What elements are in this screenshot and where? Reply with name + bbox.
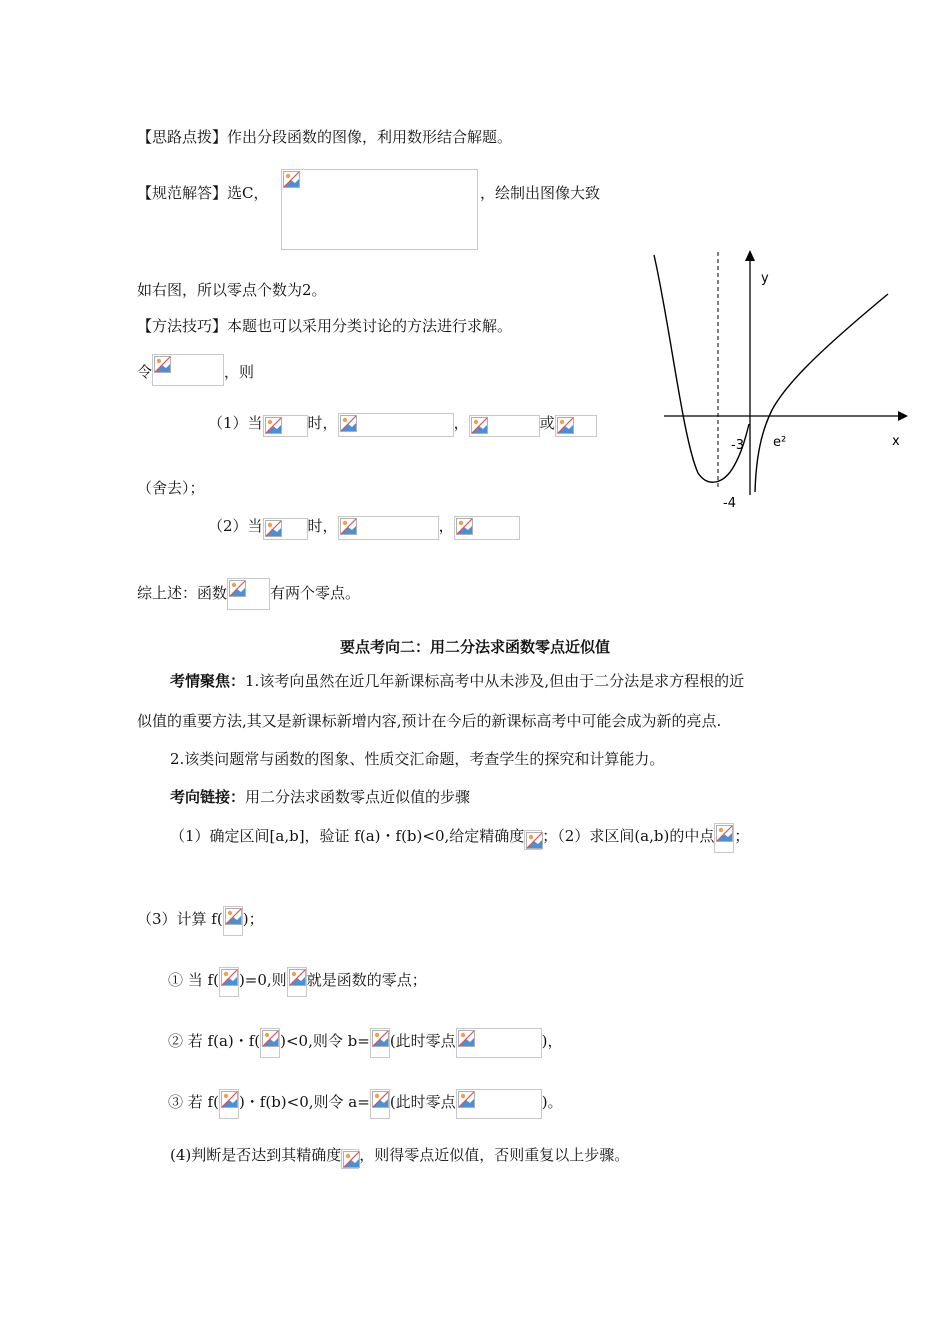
- case2-comma: ，: [438, 517, 454, 535]
- link-label: 考向链接：: [170, 788, 246, 806]
- x-axis-label: x: [892, 434, 900, 449]
- formula-image-case2-sol: [454, 516, 520, 540]
- step4-b: ，则得零点近似值，否则重复以上步骤。: [359, 1146, 630, 1164]
- link-text: 用二分法求函数零点近似值的步骤: [245, 788, 471, 806]
- answer-post: ，绘制出图像大致: [480, 184, 601, 202]
- function-graph: [648, 240, 913, 515]
- broken-image-icon: [458, 1030, 475, 1047]
- sub3-a: ③ 若 f(: [168, 1093, 219, 1111]
- sub3-c: (此时零点: [389, 1093, 456, 1111]
- broken-image-icon: [343, 1151, 360, 1168]
- let-post: ，则: [224, 363, 255, 381]
- case1-pre: （1）当: [208, 414, 263, 432]
- hint-text: 作出分段函数的图像，利用数形结合解题。: [227, 128, 513, 146]
- discard-text: （舍去）；: [137, 479, 205, 497]
- broken-image-icon: [225, 908, 242, 925]
- method-label: 【方法技巧】: [137, 317, 228, 335]
- summary-post: 有两个零点。: [270, 584, 361, 602]
- min-label: -4: [723, 496, 736, 511]
- sub1-b: )=0,则: [238, 971, 287, 989]
- broken-image-icon: [265, 520, 282, 537]
- sub3-b: )・f(b)<0,则令 a=: [238, 1093, 370, 1111]
- sub1-c: 就是函数的零点；: [306, 971, 427, 989]
- focus-line2: 似值的重要方法,其又是新课标新增内容,预计在今后的新课标高考中可能会成为新的亮点.: [137, 712, 722, 730]
- sub3-line: [168, 1089, 563, 1119]
- let-pre: 令: [137, 363, 153, 381]
- formula-image-case1-sol1: [469, 415, 540, 437]
- formula-image-x1: [370, 1089, 390, 1119]
- section-title: 要点考向二：用二分法求函数零点近似值: [339, 638, 610, 656]
- right-branch-curve: [755, 294, 888, 492]
- step1-c: ；: [734, 827, 750, 845]
- formula-image-x1: [287, 967, 307, 997]
- summary-pre: 综上述：函数: [137, 584, 228, 602]
- formula-image-epsilon: [524, 830, 542, 850]
- broken-image-icon: [526, 832, 543, 849]
- y-axis-arrow: [745, 250, 755, 261]
- broken-image-icon: [471, 417, 488, 434]
- formula-image-let: [152, 354, 224, 386]
- hint-paragraph: [137, 126, 512, 148]
- broken-image-icon: [456, 518, 473, 535]
- broken-image-icon: [229, 580, 246, 597]
- let-line: [137, 354, 254, 386]
- formula-image-zero-interval: [456, 1089, 542, 1119]
- formula-image-case1-sol2: [555, 415, 597, 437]
- formula-image-function: [227, 578, 270, 610]
- formula-image-midpoint: [714, 823, 734, 853]
- formula-image-x1: [219, 967, 239, 997]
- focus-line3: 2.该类问题常与函数的图象、性质交汇命题，考查学生的探究和计算能力。: [170, 750, 665, 768]
- broken-image-icon: [262, 1030, 279, 1047]
- case1-or: 或: [539, 414, 555, 432]
- sub1-line: [168, 967, 427, 997]
- broken-image-icon: [340, 415, 357, 432]
- step1-a: （1）确定区间[a,b]，验证 f(a)・f(b)<0,给定精确度: [170, 827, 525, 845]
- broken-image-icon: [289, 969, 306, 986]
- asymptote-label: -3: [731, 438, 744, 453]
- summary-line: [137, 578, 360, 610]
- formula-image-x1: [260, 1028, 280, 1058]
- x-axis-arrow: [898, 411, 908, 421]
- step4-a: (4)判断是否达到其精确度: [170, 1146, 342, 1164]
- case1-mid: 时，: [307, 414, 338, 432]
- formula-image-case1-eq: [338, 413, 454, 437]
- formula-image-case2-cond: [263, 518, 308, 540]
- formula-image-case2-eq: [338, 516, 439, 540]
- root-label: e²: [773, 435, 787, 450]
- formula-image-x1: [219, 1089, 239, 1119]
- broken-image-icon: [458, 1091, 475, 1108]
- case1-comma: ，: [453, 414, 469, 432]
- broken-image-icon: [340, 518, 357, 535]
- broken-image-icon: [154, 356, 171, 373]
- formula-image-case1-cond: [263, 415, 308, 437]
- method-paragraph: [137, 315, 512, 337]
- answer-label: 【规范解答】: [137, 184, 228, 202]
- hint-label: 【思路点拨】: [137, 128, 228, 146]
- broken-image-icon: [372, 1030, 389, 1047]
- sub2-line: [168, 1028, 563, 1058]
- sub2-c: (此时零点: [389, 1032, 456, 1050]
- step3-a: （3）计算 f(: [137, 910, 223, 928]
- answer-pre: 选C，: [227, 184, 269, 202]
- formula-image-x1: [223, 906, 243, 936]
- case2-line: [208, 515, 520, 540]
- broken-image-icon: [221, 969, 238, 986]
- case2-pre: （2）当: [208, 517, 263, 535]
- focus-text1: 1.该考向虽然在近几年新课标高考中从未涉及,但由于二分法是求方程根的近: [245, 672, 745, 690]
- broken-image-icon: [557, 417, 574, 434]
- method-text: 本题也可以采用分类讨论的方法进行求解。: [227, 317, 513, 335]
- broken-image-icon: [221, 1091, 238, 1108]
- link-line: [170, 786, 470, 808]
- figure-ref-text: 如右图，所以零点个数为2。: [137, 281, 327, 299]
- broken-image-icon: [716, 825, 733, 842]
- sub2-d: )，: [541, 1032, 563, 1050]
- formula-image-x1: [370, 1028, 390, 1058]
- broken-image-icon: [265, 417, 282, 434]
- answer-paragraph: [137, 182, 269, 204]
- formula-image-piecewise: [281, 169, 478, 250]
- step1-line: [170, 823, 749, 853]
- broken-image-icon: [283, 171, 300, 188]
- broken-image-icon: [372, 1091, 389, 1108]
- focus-line1: [170, 670, 744, 692]
- step1-b: ；（2）求区间(a,b)的中点: [542, 827, 715, 845]
- sub2-b: )<0,则令 b=: [280, 1032, 370, 1050]
- focus-label: 考情聚焦：: [170, 672, 246, 690]
- sub1-a: ① 当 f(: [168, 971, 219, 989]
- case2-mid: 时，: [307, 517, 338, 535]
- y-axis-label: y: [761, 271, 769, 286]
- step3-b: )；: [242, 910, 264, 928]
- case1-line: [208, 412, 597, 437]
- formula-image-zero-interval: [456, 1028, 542, 1058]
- sub3-d: )。: [541, 1093, 563, 1111]
- step4-line: [170, 1144, 629, 1169]
- formula-image-epsilon: [341, 1149, 359, 1169]
- sub2-a: ② 若 f(a)・f(: [168, 1032, 261, 1050]
- step3-line: [137, 906, 264, 936]
